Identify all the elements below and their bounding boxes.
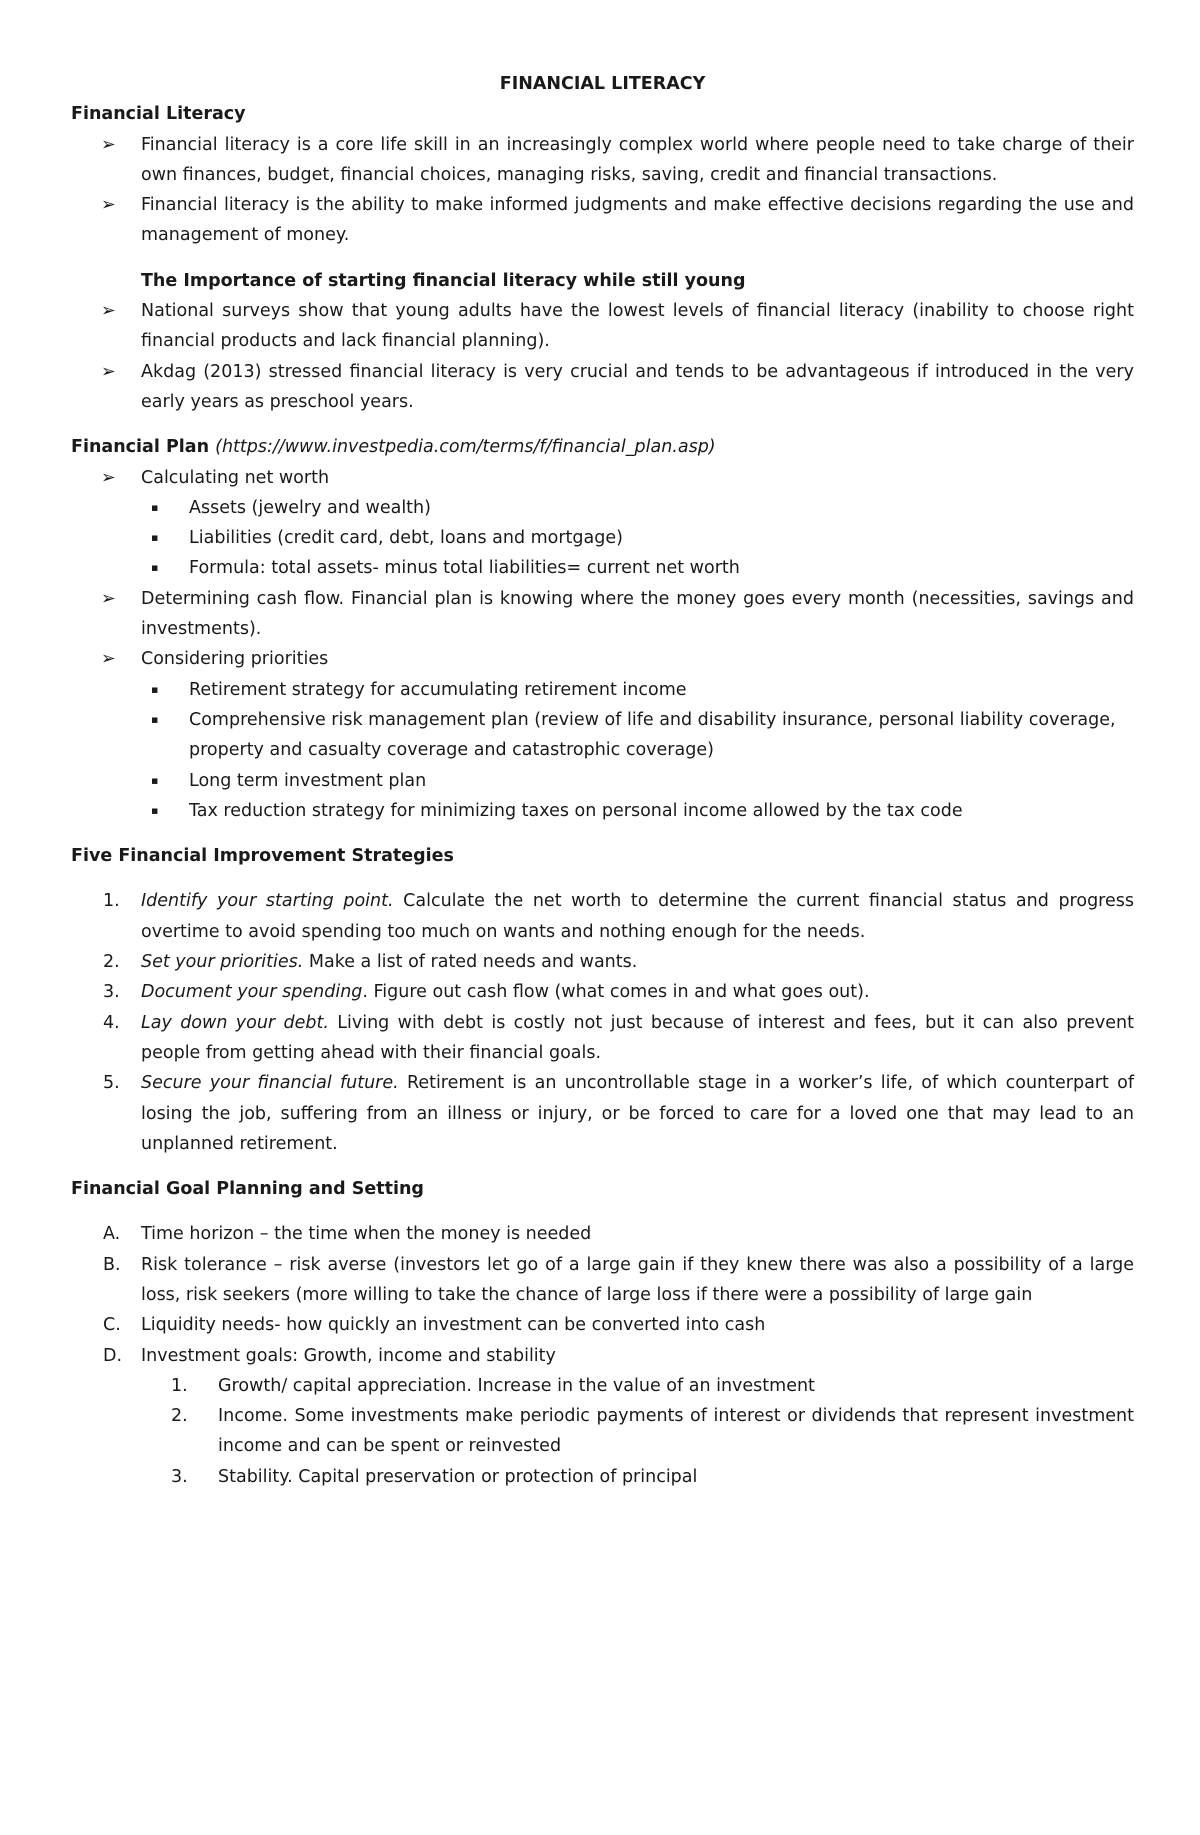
- sub-bullet-text: Assets (jewelry and wealth): [189, 497, 431, 518]
- lettered-item: [71, 1250, 1134, 1311]
- arrow-bullet-icon: ➢: [101, 361, 116, 382]
- sub-numbered-item: [71, 1401, 1134, 1462]
- numbered-item: [71, 886, 1134, 947]
- bullet-text: National surveys show that young adults have the lowest levels of financial literacy (inability to choose right financial products and lack financial planning).: [141, 301, 1134, 352]
- arrow-bullet-icon: ➢: [101, 649, 116, 670]
- lettered-item: [71, 1341, 1134, 1371]
- item-letter: A.: [103, 1224, 121, 1245]
- item-lead: Lay down your debt.: [141, 1012, 329, 1033]
- bullet-item: [71, 584, 1134, 645]
- item-letter: B.: [103, 1254, 121, 1275]
- sub-numbered-item: [71, 1371, 1134, 1401]
- section-heading-five-strategies: Five Financial Improvement Strategies: [71, 846, 454, 867]
- sub-bullet-text: Retirement strategy for accumulating retirement income: [189, 679, 687, 700]
- bullet-text: Financial literacy is a core life skill in an increasingly complex world where people need to take charge of their own finances, budget, financial choices, managing risks, saving, credit and financial transactions.: [141, 134, 1134, 185]
- item-text: Investment goals: Growth, income and stability: [141, 1345, 556, 1366]
- section-heading-financial-plan: [71, 432, 1134, 462]
- item-text: . Figure out cash flow (what comes in and what goes out).: [362, 982, 870, 1003]
- sub-bullet-item: [71, 705, 1134, 766]
- section-heading-financial-literacy: Financial Literacy: [71, 104, 246, 125]
- lettered-item: [71, 1219, 1134, 1249]
- item-number: 2.: [171, 1406, 188, 1427]
- square-bullet-icon: ▪: [151, 531, 159, 545]
- sub-bullet-item: [71, 766, 1134, 796]
- sub-bullet-text: Comprehensive risk management plan (review of life and disability insurance, personal liability coverage, property and casualty coverage and catastrophic coverage): [189, 709, 1116, 761]
- arrow-bullet-icon: ➢: [101, 301, 116, 322]
- item-lead: Secure your financial future.: [141, 1073, 399, 1094]
- arrow-bullet-icon: ➢: [101, 134, 116, 155]
- section-heading-goal-planning: Financial Goal Planning and Setting: [71, 1179, 424, 1200]
- document-title: FINANCIAL LITERACY: [499, 74, 706, 94]
- sub-bullet-text: Liabilities (credit card, debt, loans and mortgage): [189, 528, 623, 549]
- item-text: Liquidity needs- how quickly an investment can be converted into cash: [141, 1315, 766, 1336]
- item-lead: Identify your starting point.: [141, 891, 394, 912]
- square-bullet-icon: ▪: [151, 682, 159, 696]
- item-text: Calculate the net worth to determine the current financial status and progress overtime to avoid spending too much on wants and nothing enough for the needs.: [141, 891, 1134, 942]
- bullet-text: Financial literacy is the ability to make informed judgments and make effective decisions regarding the use and management of money.: [141, 195, 1134, 246]
- sub-bullet-item: [71, 796, 1134, 826]
- item-number: 5.: [103, 1073, 120, 1094]
- bullet-item: [71, 357, 1134, 418]
- numbered-item: [71, 947, 1134, 977]
- numbered-item: [71, 977, 1134, 1007]
- subheading-importance-young: The Importance of starting financial literacy while still young: [141, 270, 746, 291]
- sub-bullet-text: Tax reduction strategy for minimizing taxes on personal income allowed by the tax code: [189, 800, 963, 821]
- bullet-item: [71, 296, 1134, 357]
- item-number: 1.: [103, 891, 120, 912]
- bullet-text: Akdag (2013) stressed financial literacy is very crucial and tends to be advantageous if introduced in the very early years as preschool years.: [141, 361, 1134, 412]
- square-bullet-icon: ▪: [151, 773, 159, 787]
- numbered-item: [71, 1068, 1134, 1159]
- item-text: Risk tolerance – risk averse (investors let go of a large gain if they knew there was also a possibility of a large loss, risk seekers (more willing to take the chance of large loss if there were a possibility of large gain: [141, 1254, 1134, 1305]
- sub-bullet-item: [71, 493, 1134, 523]
- bullet-text: Determining cash flow. Financial plan is knowing where the money goes every month (necessities, savings and investments).: [141, 588, 1134, 640]
- arrow-bullet-icon: ➢: [101, 467, 116, 488]
- square-bullet-icon: ▪: [151, 803, 159, 817]
- lettered-item: [71, 1310, 1134, 1340]
- sub-bullet-item: [71, 553, 1134, 583]
- bullet-item: [71, 130, 1134, 191]
- item-text: Stability. Capital preservation or protection of principal: [218, 1466, 698, 1487]
- item-letter: D.: [103, 1345, 123, 1366]
- item-lead: Document your spending: [141, 982, 363, 1003]
- section-heading-text: Financial Plan: [71, 437, 210, 458]
- item-letter: C.: [103, 1315, 121, 1336]
- square-bullet-icon: ▪: [151, 712, 159, 726]
- item-number: 3.: [103, 982, 120, 1003]
- numbered-item: [71, 1008, 1134, 1069]
- item-number: 4.: [103, 1012, 120, 1033]
- source-url: (https://www.investpedia.com/terms/f/financial_plan.asp): [215, 437, 716, 458]
- item-text: Time horizon – the time when the money is needed: [141, 1224, 592, 1245]
- square-bullet-icon: ▪: [151, 561, 159, 575]
- item-number: 2.: [103, 952, 120, 973]
- item-text: Growth/ capital appreciation. Increase in the value of an investment: [218, 1375, 815, 1396]
- sub-bullet-text: Formula: total assets- minus total liabilities= current net worth: [189, 558, 740, 579]
- sub-bullet-item: [71, 523, 1134, 553]
- bullet-text: Calculating net worth: [141, 467, 330, 488]
- sub-numbered-item: [71, 1462, 1134, 1492]
- square-bullet-icon: ▪: [151, 500, 159, 514]
- bullet-item: [71, 463, 1134, 493]
- bullet-item: [71, 644, 1134, 674]
- item-lead: Set your priorities.: [141, 952, 304, 973]
- bullet-item: [71, 190, 1134, 251]
- item-number: 1.: [171, 1375, 188, 1396]
- item-number: 3.: [171, 1466, 188, 1487]
- sub-bullet-item: [71, 675, 1134, 705]
- item-text: Living with debt is costly not just because of interest and fees, but it can also prevent people from getting ahead with their financial goals.: [141, 1012, 1134, 1063]
- arrow-bullet-icon: ➢: [101, 588, 116, 609]
- arrow-bullet-icon: ➢: [101, 195, 116, 216]
- item-text: Income. Some investments make periodic payments of interest or dividends that represent investment income and can be spent or reinvested: [218, 1406, 1134, 1457]
- item-text: Retirement is an uncontrollable stage in a worker’s life, of which counterpart of losing the job, suffering from an illness or injury, or be forced to care for a loved one that may lead to an unplanned retirement.: [141, 1073, 1134, 1154]
- bullet-text: Considering priorities: [141, 649, 329, 670]
- item-text: Make a list of rated needs and wants.: [303, 952, 638, 973]
- sub-bullet-text: Long term investment plan: [189, 770, 427, 791]
